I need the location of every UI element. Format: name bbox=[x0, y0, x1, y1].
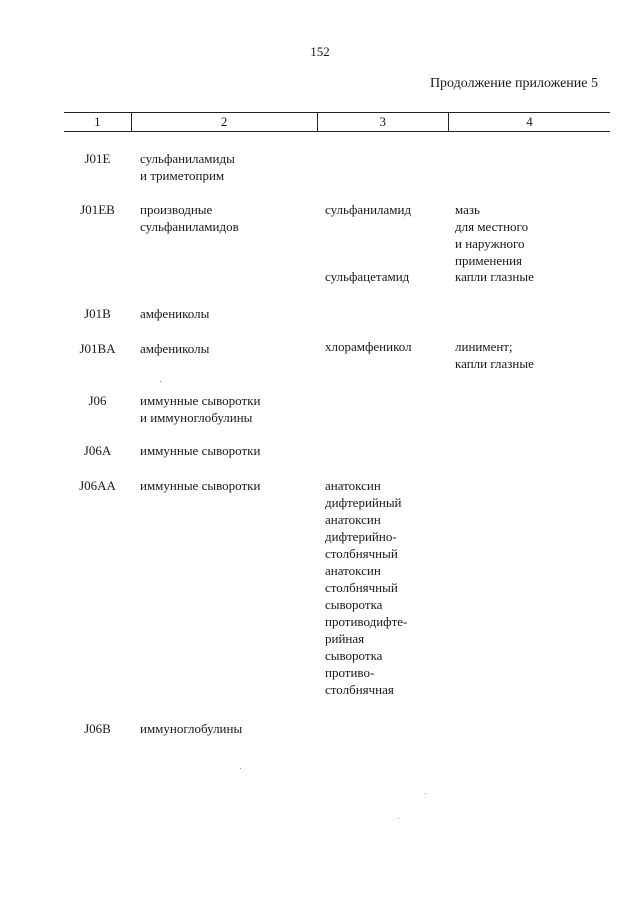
atc-group: иммунные сыворотки bbox=[140, 478, 261, 493]
continuation-title: Продолжение приложение 5 bbox=[429, 76, 598, 91]
scan-speck bbox=[160, 381, 161, 382]
substance-name: сульфацетамид bbox=[325, 269, 410, 284]
header-col-3: 3 bbox=[318, 113, 449, 131]
atc-code: J01BA bbox=[79, 341, 116, 356]
header-col-2: 2 bbox=[132, 113, 318, 131]
table-header bbox=[64, 112, 610, 132]
atc-code: J01E bbox=[84, 151, 111, 166]
dosage-form: линимент; капли глазные bbox=[455, 339, 534, 371]
scan-speck bbox=[240, 768, 241, 769]
dosage-form: мазь для местного и наружного применения bbox=[455, 202, 529, 268]
atc-code: J06B bbox=[84, 721, 111, 736]
header-col-1: 1 bbox=[64, 113, 132, 131]
atc-code: J06 bbox=[88, 393, 107, 408]
page-number: 152 bbox=[310, 44, 330, 59]
atc-group: производные сульфаниламидов bbox=[140, 202, 239, 234]
atc-code: J06A bbox=[83, 443, 112, 458]
substance-name: сульфаниламид bbox=[325, 202, 412, 217]
atc-code: J01B bbox=[84, 306, 111, 321]
atc-group: иммунные сыворотки и иммуноглобулины bbox=[140, 393, 261, 425]
substance-name: анатоксин дифтерийный анатоксин дифтерийно- столбнячный анатоксин столбнячный сыворотка противодифте- рийная сыворотка противо- столбнячная bbox=[325, 478, 408, 697]
dosage-form: капли глазные bbox=[455, 269, 534, 284]
scan-speck bbox=[425, 793, 426, 794]
atc-code: J06AA bbox=[79, 478, 116, 493]
substance-name: хлорамфеникол bbox=[325, 339, 412, 354]
atc-group: сульфаниламиды и триметоприм bbox=[140, 151, 235, 183]
atc-group: иммуноглобулины bbox=[140, 721, 243, 736]
atc-group: амфениколы bbox=[140, 306, 210, 321]
atc-group: иммунные сыворотки bbox=[140, 443, 261, 458]
header-col-4: 4 bbox=[526, 114, 533, 129]
atc-group: амфениколы bbox=[140, 341, 210, 356]
atc-code: J01EB bbox=[80, 202, 115, 217]
scan-speck bbox=[398, 818, 399, 819]
